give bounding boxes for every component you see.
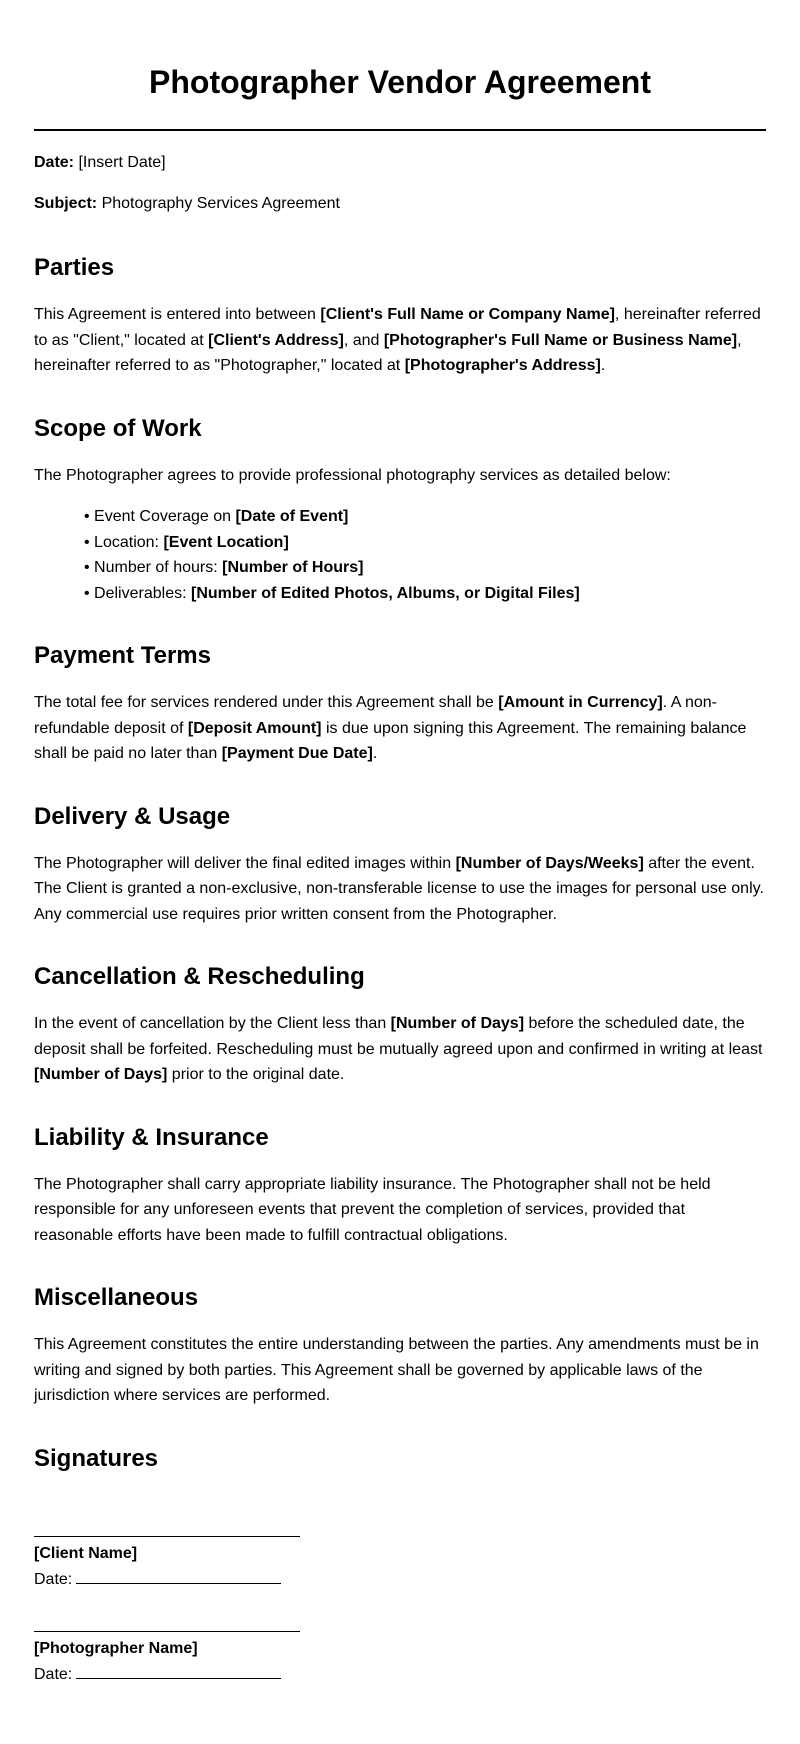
photographer-signature-text: [34, 1636, 766, 1688]
date-value: [Insert Date]: [78, 154, 166, 171]
list-item: [84, 555, 766, 581]
amount-placeholder: [Amount in Currency]: [498, 694, 663, 711]
cancellation-text-2: before the scheduled date, the deposit shall be forfeited. Rescheduling must be mutually agreed upon and confirmed in writing at least: [34, 1015, 763, 1058]
item-label: Location:: [94, 533, 164, 551]
liability-paragraph: The Photographer shall carry appropriate liability insurance. The Photographer shall not be held responsible for any unforeseen events that prevent the completion of services, provided that reasonable efforts have been made to fulfill contractual obligations.: [34, 1175, 711, 1244]
photographer-date-line: [76, 1663, 281, 1679]
parties-text-4: , hereinafter referred to as "Photographer," located at: [34, 331, 742, 374]
photographer-signature-line: [34, 1631, 300, 1632]
photographer-name-placeholder: [Photographer's Full Name or Business Name]: [383, 331, 738, 349]
section-heading-scope: Scope of Work: [34, 414, 202, 442]
section-heading-cancellation: Cancellation & Rescheduling: [34, 963, 365, 990]
client-address-placeholder: [Client's Address]: [208, 331, 344, 349]
client-name-placeholder: [Client's Full Name or Company Name]: [320, 306, 615, 323]
section-heading-misc: Miscellaneous: [34, 1284, 199, 1311]
item-value: [Number of Hours]: [222, 559, 364, 576]
item-value: [Event Location]: [163, 533, 289, 551]
item-label: Deliverables:: [94, 584, 191, 602]
payment-text-3: is due upon signing this Agreement. The remaining balance shall be paid no later than: [34, 719, 747, 762]
photographer-signature-name: [Photographer Name]: [34, 1639, 198, 1657]
date-label: Date:: [34, 154, 75, 171]
cancellation-text-3: prior to the original date.: [167, 1066, 345, 1083]
photographer-address-placeholder: [Photographer's Address]: [404, 357, 601, 374]
delivery-text-2: after the event. The Client is granted a non-exclusive, non-transferable license to use the images for personal use only. Any commercial use requires prior written consent from the Photographer.: [34, 854, 764, 923]
section-heading-signatures: Signatures: [34, 1444, 159, 1472]
subject-line: [34, 194, 766, 214]
parties-text-3: , and: [343, 331, 384, 349]
cancel-days-placeholder: [Number of Days]: [390, 1015, 525, 1032]
scope-intro: The Photographer agrees to provide professional photography services as detailed below:: [34, 466, 671, 484]
parties-text-5: .: [600, 357, 606, 374]
scope-list: [34, 504, 766, 606]
payment-text-2: . A non-refundable deposit of: [34, 694, 717, 737]
item-value: [Date of Event]: [235, 508, 349, 525]
parties-paragraph: [34, 302, 766, 379]
delivery-days-placeholder: [Number of Days/Weeks]: [455, 854, 644, 872]
payment-text-1: The total fee for services rendered under this Agreement shall be: [34, 694, 499, 711]
client-signature-line: [34, 1536, 300, 1537]
client-date-row: [34, 1567, 766, 1593]
section-heading-liability: Liability & Insurance: [34, 1123, 269, 1151]
client-date-label: Date:: [34, 1570, 73, 1588]
document-title: Photographer Vendor Agreement: [149, 64, 651, 100]
title-divider: [34, 129, 766, 131]
subject-label: Subject:: [34, 195, 98, 212]
parties-text-2: , hereinafter referred to as "Client," located at: [34, 306, 761, 349]
list-item: [84, 504, 766, 530]
payment-text-4: .: [372, 745, 378, 762]
subject-value: Photography Services Agreement: [101, 195, 340, 212]
parties-text-1: This Agreement is entered into between: [34, 306, 321, 323]
misc-paragraph: This Agreement constitutes the entire understanding between the parties. Any amendments must be in writing and signed by both parties. This Agreement shall be governed by applicable laws of the jurisdiction where services are performed.: [34, 1336, 759, 1404]
photographer-date-label: Date:: [34, 1665, 73, 1683]
reschedule-days-placeholder: [Number of Days]: [34, 1066, 168, 1083]
photographer-date-row: [34, 1662, 766, 1688]
item-label: Number of hours:: [94, 559, 223, 576]
item-label: Event Coverage on: [94, 508, 236, 525]
list-item: [84, 581, 766, 607]
delivery-paragraph: [34, 851, 766, 928]
cancellation-paragraph: [34, 1011, 766, 1088]
list-item: [84, 530, 766, 556]
delivery-text-1: The Photographer will deliver the final edited images within: [34, 854, 456, 872]
photographer-signature-block: [34, 1631, 766, 1688]
client-signature-text: [34, 1541, 766, 1593]
date-line: [34, 153, 766, 173]
section-heading-payment: Payment Terms: [34, 642, 211, 669]
item-value: [Number of Edited Photos, Albums, or Digital Files]: [190, 584, 580, 602]
section-heading-delivery: Delivery & Usage: [34, 802, 231, 830]
section-heading-parties: Parties: [34, 254, 115, 281]
due-date-placeholder: [Payment Due Date]: [221, 745, 373, 762]
deposit-placeholder: [Deposit Amount]: [187, 719, 322, 737]
payment-paragraph: [34, 690, 766, 767]
client-signature-name: [Client Name]: [34, 1544, 138, 1562]
client-signature-block: [34, 1536, 766, 1593]
cancellation-text-1: In the event of cancellation by the Client less than: [34, 1015, 391, 1032]
client-date-line: [76, 1568, 281, 1584]
